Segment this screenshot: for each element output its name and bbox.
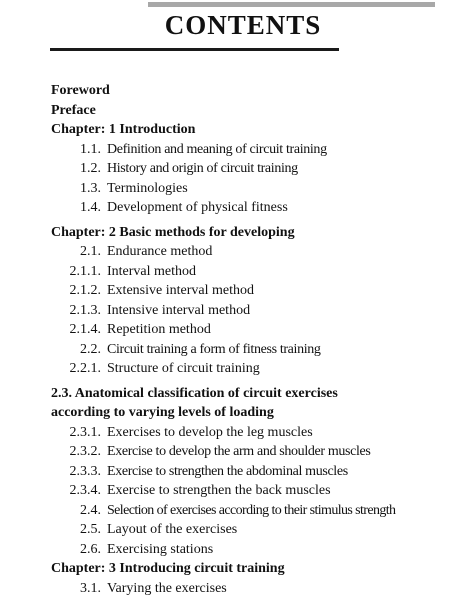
toc-item-title: Definition and meaning of circuit training: [107, 141, 327, 157]
toc-item-title: Exercise to strengthen the back muscles: [107, 483, 331, 498]
toc-item-number: 2.1.4.: [69, 322, 101, 337]
toc-item: [0, 501, 462, 521]
toc-item-number: 2.2.1.: [69, 361, 101, 376]
toc-item: [0, 359, 462, 379]
toc-heading: [0, 223, 462, 243]
toc-item-title: Structure of circuit training: [107, 361, 260, 376]
top-rule: [148, 2, 435, 7]
toc-heading-text: Chapter: 1 Introduction: [51, 122, 196, 137]
toc-item-number: 2.3.2.: [69, 444, 101, 459]
toc-heading: [0, 101, 462, 121]
toc-item: [0, 520, 462, 540]
toc-item-number: 1.2.: [80, 161, 101, 176]
toc-item-title: Intensive interval method: [107, 302, 251, 318]
toc-heading: [0, 120, 462, 140]
toc-item-title: Circuit training a form of fitness training: [107, 341, 321, 357]
toc-item-title: Exercise to strengthen the abdominal muscles: [107, 463, 348, 479]
toc-item: [0, 198, 462, 218]
toc-item: [0, 340, 462, 360]
toc-item-title: Exercise to develop the arm and shoulder muscles: [107, 444, 371, 459]
toc-item: [0, 159, 462, 179]
toc-item-title: History and origin of circuit training: [107, 161, 298, 176]
table-of-contents: [0, 81, 462, 598]
toc-item: [0, 579, 462, 599]
toc-heading-text: Preface: [51, 102, 96, 118]
toc-item-title: Interval method: [107, 263, 197, 279]
toc-item: [0, 140, 462, 160]
toc-heading-text: Chapter: 3 Introducing circuit training: [51, 561, 285, 576]
toc-item: [0, 442, 462, 462]
toc-item-title: Exercises to develop the leg muscles: [107, 424, 313, 440]
toc-item-number: 1.3.: [80, 180, 101, 196]
toc-item-number: 2.1.1.: [69, 263, 101, 279]
toc-item-number: 2.6.: [80, 541, 101, 557]
page-title: CONTENTS: [164, 10, 322, 40]
toc-item: [0, 179, 462, 199]
toc-heading-text: Chapter: 2 Basic methods for developing: [51, 224, 295, 240]
toc-item-number: 2.4.: [80, 502, 101, 518]
toc-item-title: Selection of exercises according to their stimulus strength: [107, 502, 396, 518]
toc-item: [0, 540, 462, 560]
toc-item: [0, 301, 462, 321]
toc-item-number: 1.1.: [80, 141, 101, 157]
toc-heading-text: Foreword: [51, 83, 110, 98]
toc-item-number: 2.1.3.: [69, 302, 101, 318]
toc-item-number: 2.3.4.: [69, 483, 101, 498]
toc-item-number: 2.5.: [80, 522, 101, 537]
toc-heading-text: according to varying levels of loading: [51, 405, 274, 420]
toc-item-title: Endurance method: [107, 244, 213, 259]
toc-item-title: Terminologies: [107, 180, 188, 196]
toc-item-number: 2.1.2.: [69, 283, 101, 298]
toc-heading: [0, 81, 462, 101]
toc-item-title: Layout of the exercises: [107, 522, 238, 537]
toc-item-title: Varying the exercises: [107, 580, 227, 596]
toc-item: [0, 262, 462, 282]
toc-item-number: 2.1.: [80, 244, 101, 259]
toc-item-title: Exercising stations: [107, 541, 214, 557]
toc-item: [0, 320, 462, 340]
toc-item-number: 1.4.: [80, 200, 101, 215]
toc-item-number: 2.3.3.: [69, 463, 101, 479]
toc-heading-text: 2.3. Anatomical classification of circuit exercises: [51, 385, 338, 401]
toc-item-title: Extensive interval method: [107, 283, 254, 298]
toc-item: [0, 281, 462, 301]
toc-heading: [0, 559, 462, 579]
toc-item: [0, 242, 462, 262]
title-underline: [50, 48, 339, 51]
toc-item: [0, 462, 462, 482]
toc-item: [0, 481, 462, 501]
toc-item-number: 3.1.: [80, 580, 101, 596]
toc-item-number: 2.3.1.: [69, 424, 101, 440]
toc-heading: [0, 403, 462, 423]
toc-item: [0, 423, 462, 443]
toc-item-number: 2.2.: [80, 341, 101, 357]
toc-item-title: Repetition method: [107, 322, 211, 337]
toc-item-title: Development of physical fitness: [107, 200, 288, 215]
toc-heading: [0, 384, 462, 404]
